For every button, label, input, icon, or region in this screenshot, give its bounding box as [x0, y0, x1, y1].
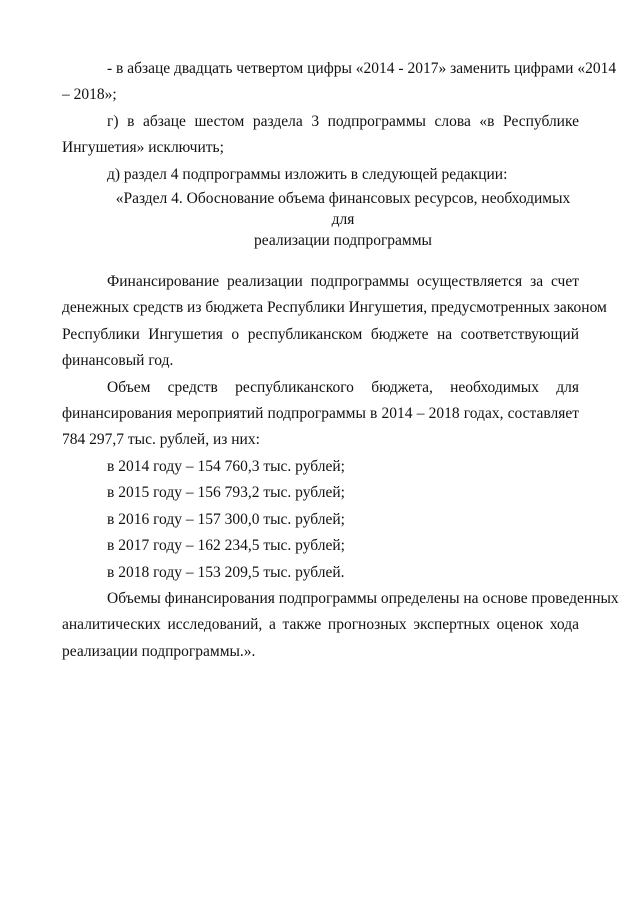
year-amount-item: в 2016 году – 157 300,0 тыс. рублей; — [107, 510, 345, 528]
paragraph-line: Финансирование реализации подпрограммы осуществляется за счет — [107, 273, 579, 291]
paragraph-line: Объем средств республиканского бюджета, необходимых для — [107, 378, 579, 396]
section-heading-line2: реализации подпрограммы — [254, 232, 432, 250]
amendment-g-line1: г) в абзаце шестом раздела 3 подпрограммы слова «в Республике — [107, 112, 579, 130]
amendment-d-line: д) раздел 4 подпрограммы изложить в следующей редакции: — [107, 165, 508, 183]
paragraph-line: денежных средств из бюджета Республики Ингушетия, предусмотренных законом — [62, 299, 607, 317]
document-page — [62, 56, 619, 665]
year-amount-item: в 2017 году – 162 234,5 тыс. рублей; — [107, 537, 345, 555]
paragraph-line: аналитических исследований, а также прогнозных экспертных оценок хода — [62, 616, 579, 634]
year-amount-item: в 2015 году – 156 793,2 тыс. рублей; — [107, 484, 345, 502]
paragraph-line: Республики Ингушетия о республиканском бюджете на соответствующий — [62, 325, 579, 343]
paragraph-line: реализации подпрограммы.». — [62, 642, 256, 660]
paragraph-financing — [62, 269, 607, 375]
year-amount-item: в 2018 году – 153 209,5 тыс. рублей. — [107, 563, 345, 581]
amendment-g-line2: Ингушетия» исключить; — [62, 139, 224, 157]
paragraph-volume — [62, 375, 579, 454]
amendment-a-line1: - в абзаце двадцать четвертом цифры «2014 - 2017» заменить цифрами «2014 — [107, 60, 617, 77]
year-amount-item: в 2014 году – 154 760,3 тыс. рублей; — [107, 457, 345, 475]
paragraph-conclusion — [62, 586, 619, 665]
section-heading-line1: «Раздел 4. Обоснование объема финансовых ресурсов, необходимых для — [115, 190, 571, 229]
paragraph-line: 784 297,7 тыс. рублей, из них: — [62, 431, 260, 449]
paragraph-line: Объемы финансирования подпрограммы определены на основе проведенных — [107, 589, 619, 607]
yearly-amounts-list — [62, 454, 579, 586]
paragraph-line: финансирования мероприятий подпрограммы в 2014 – 2018 годах, составляет — [62, 405, 579, 423]
paragraph-line: финансовый год. — [62, 352, 174, 370]
amendment-a-line2: – 2018»; — [62, 86, 117, 104]
